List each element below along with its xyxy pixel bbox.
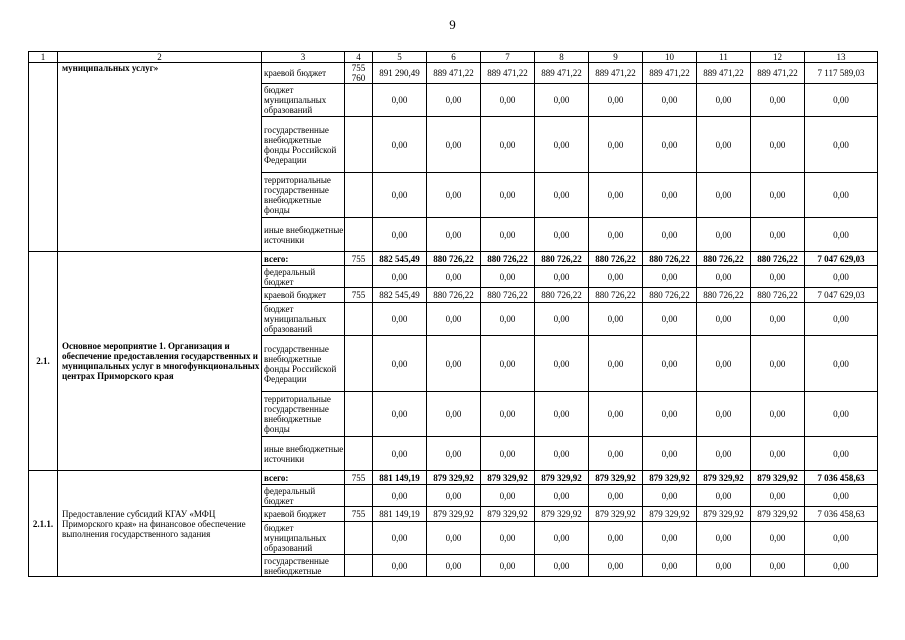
amount-cell: 889 471,22	[427, 63, 481, 84]
funding-source: государственные внебюджетные фонды Российской Федерации	[262, 117, 345, 173]
amount-cell: 0,00	[535, 336, 589, 392]
funding-source: иные внебюджетные источники	[262, 218, 345, 252]
amount-cell: 7 047 629,03	[805, 252, 878, 266]
row-index: 2.1.1.	[29, 471, 58, 577]
funding-source: краевой бюджет	[262, 63, 345, 84]
amount-cell: 0,00	[427, 485, 481, 507]
amount-cell: 0,00	[643, 392, 697, 437]
amount-cell: 0,00	[535, 485, 589, 507]
amount-cell: 0,00	[751, 392, 805, 437]
amount-cell: 879 329,92	[535, 471, 589, 485]
row-index	[29, 63, 58, 252]
amount-cell: 0,00	[373, 336, 427, 392]
amount-cell: 0,00	[697, 218, 751, 252]
amount-cell: 0,00	[481, 437, 535, 471]
amount-cell: 0,00	[481, 218, 535, 252]
amount-cell: 0,00	[535, 84, 589, 117]
amount-cell: 880 726,22	[751, 288, 805, 303]
amount-cell: 0,00	[751, 555, 805, 577]
amount-cell: 0,00	[589, 392, 643, 437]
amount-cell: 7 036 458,63	[805, 507, 878, 522]
column-number-header: 2	[58, 52, 262, 63]
amount-cell: 0,00	[805, 173, 878, 218]
amount-cell: 0,00	[535, 303, 589, 336]
funding-source: федеральный бюджет	[262, 485, 345, 507]
amount-cell: 0,00	[373, 84, 427, 117]
column-number-row	[29, 52, 878, 63]
amount-cell: 880 726,22	[751, 252, 805, 266]
amount-cell: 0,00	[697, 485, 751, 507]
budget-code	[345, 117, 373, 173]
budget-code: 755	[345, 507, 373, 522]
budget-code	[345, 392, 373, 437]
amount-cell: 0,00	[751, 522, 805, 555]
amount-cell: 881 149,19	[373, 471, 427, 485]
amount-cell: 0,00	[643, 218, 697, 252]
budget-code: 755	[345, 288, 373, 303]
amount-cell: 879 329,92	[589, 507, 643, 522]
amount-cell: 880 726,22	[535, 288, 589, 303]
amount-cell: 0,00	[373, 266, 427, 288]
column-number-header: 13	[805, 52, 878, 63]
amount-cell: 0,00	[481, 84, 535, 117]
amount-cell: 0,00	[643, 485, 697, 507]
amount-cell: 7 036 458,63	[805, 471, 878, 485]
amount-cell: 0,00	[535, 392, 589, 437]
amount-cell: 0,00	[805, 218, 878, 252]
amount-cell: 0,00	[805, 336, 878, 392]
table-row	[29, 252, 878, 266]
amount-cell: 0,00	[427, 84, 481, 117]
amount-cell: 0,00	[805, 555, 878, 577]
amount-cell: 0,00	[643, 84, 697, 117]
amount-cell: 0,00	[373, 117, 427, 173]
amount-cell: 0,00	[751, 485, 805, 507]
amount-cell: 0,00	[427, 117, 481, 173]
amount-cell: 879 329,92	[589, 471, 643, 485]
table-body	[29, 52, 878, 577]
amount-cell: 0,00	[751, 437, 805, 471]
amount-cell: 891 290,49	[373, 63, 427, 84]
amount-cell: 0,00	[751, 336, 805, 392]
amount-cell: 0,00	[805, 117, 878, 173]
funding-source: государственные внебюджетные	[262, 555, 345, 577]
column-number-header: 7	[481, 52, 535, 63]
amount-cell: 889 471,22	[535, 63, 589, 84]
amount-cell: 0,00	[481, 392, 535, 437]
column-number-header: 12	[751, 52, 805, 63]
funding-source: территориальные государственные внебюджетные фонды	[262, 392, 345, 437]
budget-code	[345, 522, 373, 555]
amount-cell: 0,00	[805, 522, 878, 555]
budget-table	[28, 51, 878, 577]
amount-cell: 0,00	[589, 336, 643, 392]
page-number: 9	[449, 17, 456, 32]
table-row	[29, 63, 878, 84]
amount-cell: 0,00	[589, 218, 643, 252]
amount-cell: 0,00	[697, 555, 751, 577]
amount-cell: 0,00	[697, 117, 751, 173]
amount-cell: 0,00	[535, 522, 589, 555]
amount-cell: 0,00	[373, 173, 427, 218]
amount-cell: 0,00	[751, 303, 805, 336]
amount-cell: 0,00	[805, 392, 878, 437]
amount-cell: 879 329,92	[751, 507, 805, 522]
amount-cell: 0,00	[805, 266, 878, 288]
amount-cell: 0,00	[427, 392, 481, 437]
budget-code: 755	[345, 252, 373, 266]
budget-code	[345, 485, 373, 507]
amount-cell: 0,00	[805, 485, 878, 507]
amount-cell: 0,00	[589, 522, 643, 555]
amount-cell: 879 329,92	[643, 507, 697, 522]
funding-source: федеральный бюджет	[262, 266, 345, 288]
amount-cell: 0,00	[535, 266, 589, 288]
budget-code	[345, 173, 373, 218]
amount-cell: 879 329,92	[751, 471, 805, 485]
amount-cell: 0,00	[427, 266, 481, 288]
amount-cell: 0,00	[643, 522, 697, 555]
column-number-header: 6	[427, 52, 481, 63]
amount-cell: 0,00	[697, 522, 751, 555]
column-number-header: 4	[345, 52, 373, 63]
amount-cell: 0,00	[373, 218, 427, 252]
amount-cell: 882 545,49	[373, 288, 427, 303]
amount-cell: 0,00	[589, 266, 643, 288]
amount-cell: 0,00	[697, 303, 751, 336]
amount-cell: 0,00	[373, 392, 427, 437]
measure-title: Предоставление субсидий КГАУ «МФЦ Приморского края» на финансовое обеспечение выполнения государственного задания	[58, 471, 262, 577]
amount-cell: 0,00	[481, 555, 535, 577]
measure-title: Основное мероприятие 1. Организация и обеспечение предоставления государственных и муниципальных услуг в многофункциональных центрах Приморского края	[58, 252, 262, 471]
budget-code	[345, 218, 373, 252]
measure-title: муниципальных услуг»	[58, 63, 262, 252]
amount-cell: 0,00	[535, 437, 589, 471]
amount-cell: 0,00	[427, 173, 481, 218]
amount-cell: 880 726,22	[697, 288, 751, 303]
amount-cell: 0,00	[373, 522, 427, 555]
budget-code	[345, 266, 373, 288]
budget-code	[345, 437, 373, 471]
amount-cell: 0,00	[643, 266, 697, 288]
amount-cell: 879 329,92	[427, 471, 481, 485]
amount-cell: 880 726,22	[589, 252, 643, 266]
amount-cell: 879 329,92	[643, 471, 697, 485]
amount-cell: 0,00	[643, 173, 697, 218]
amount-cell: 7 117 589,03	[805, 63, 878, 84]
amount-cell: 0,00	[751, 84, 805, 117]
amount-cell: 880 726,22	[427, 252, 481, 266]
budget-code	[345, 336, 373, 392]
amount-cell: 0,00	[481, 336, 535, 392]
amount-cell: 0,00	[805, 84, 878, 117]
amount-cell: 889 471,22	[643, 63, 697, 84]
amount-cell: 0,00	[481, 522, 535, 555]
amount-cell: 0,00	[481, 266, 535, 288]
amount-cell: 0,00	[373, 485, 427, 507]
amount-cell: 0,00	[373, 437, 427, 471]
amount-cell: 0,00	[427, 303, 481, 336]
column-number-header: 5	[373, 52, 427, 63]
amount-cell: 0,00	[697, 437, 751, 471]
amount-cell: 880 726,22	[427, 288, 481, 303]
amount-cell: 0,00	[697, 173, 751, 218]
amount-cell: 0,00	[481, 485, 535, 507]
amount-cell: 0,00	[535, 117, 589, 173]
funding-source: иные внебюджетные источники	[262, 437, 345, 471]
column-number-header: 9	[589, 52, 643, 63]
amount-cell: 880 726,22	[589, 288, 643, 303]
funding-source: краевой бюджет	[262, 288, 345, 303]
budget-code	[345, 84, 373, 117]
funding-source: бюджет муниципальных образований	[262, 522, 345, 555]
table-row	[29, 471, 878, 485]
amount-cell: 0,00	[481, 303, 535, 336]
amount-cell: 0,00	[589, 173, 643, 218]
amount-cell: 0,00	[751, 218, 805, 252]
funding-source: государственные внебюджетные фонды Российской Федерации	[262, 336, 345, 392]
funding-source: всего:	[262, 252, 345, 266]
amount-cell: 0,00	[805, 437, 878, 471]
funding-source: бюджет муниципальных образований	[262, 303, 345, 336]
column-number-header: 3	[262, 52, 345, 63]
amount-cell: 0,00	[751, 117, 805, 173]
amount-cell: 0,00	[643, 336, 697, 392]
amount-cell: 0,00	[589, 555, 643, 577]
amount-cell: 889 471,22	[481, 63, 535, 84]
amount-cell: 0,00	[805, 303, 878, 336]
amount-cell: 880 726,22	[643, 252, 697, 266]
amount-cell: 0,00	[643, 437, 697, 471]
amount-cell: 0,00	[481, 117, 535, 173]
amount-cell: 0,00	[535, 555, 589, 577]
column-number-header: 8	[535, 52, 589, 63]
amount-cell: 879 329,92	[481, 471, 535, 485]
amount-cell: 879 329,92	[481, 507, 535, 522]
amount-cell: 0,00	[535, 173, 589, 218]
amount-cell: 881 149,19	[373, 507, 427, 522]
budget-code: 755	[345, 471, 373, 485]
amount-cell: 0,00	[427, 218, 481, 252]
amount-cell: 0,00	[427, 522, 481, 555]
budget-code	[345, 555, 373, 577]
amount-cell: 889 471,22	[589, 63, 643, 84]
amount-cell: 0,00	[589, 303, 643, 336]
amount-cell: 0,00	[373, 303, 427, 336]
amount-cell: 0,00	[427, 437, 481, 471]
amount-cell: 0,00	[427, 336, 481, 392]
amount-cell: 889 471,22	[751, 63, 805, 84]
amount-cell: 0,00	[589, 485, 643, 507]
amount-cell: 0,00	[373, 555, 427, 577]
column-number-header: 10	[643, 52, 697, 63]
amount-cell: 0,00	[643, 555, 697, 577]
amount-cell: 880 726,22	[481, 288, 535, 303]
amount-cell: 0,00	[697, 336, 751, 392]
amount-cell: 880 726,22	[697, 252, 751, 266]
amount-cell: 880 726,22	[535, 252, 589, 266]
amount-cell: 880 726,22	[643, 288, 697, 303]
amount-cell: 0,00	[643, 117, 697, 173]
amount-cell: 0,00	[697, 266, 751, 288]
amount-cell: 0,00	[589, 84, 643, 117]
amount-cell: 7 047 629,03	[805, 288, 878, 303]
amount-cell: 880 726,22	[481, 252, 535, 266]
amount-cell: 0,00	[535, 218, 589, 252]
column-number-header: 11	[697, 52, 751, 63]
funding-source: всего:	[262, 471, 345, 485]
amount-cell: 0,00	[751, 266, 805, 288]
amount-cell: 879 329,92	[427, 507, 481, 522]
row-index: 2.1.	[29, 252, 58, 471]
funding-source: территориальные государственные внебюджетные фонды	[262, 173, 345, 218]
funding-source: бюджет муниципальных образований	[262, 84, 345, 117]
amount-cell: 882 545,49	[373, 252, 427, 266]
amount-cell: 879 329,92	[697, 507, 751, 522]
amount-cell: 879 329,92	[535, 507, 589, 522]
amount-cell: 0,00	[643, 303, 697, 336]
column-number-header: 1	[29, 52, 58, 63]
amount-cell: 0,00	[589, 437, 643, 471]
amount-cell: 0,00	[427, 555, 481, 577]
amount-cell: 0,00	[751, 173, 805, 218]
amount-cell: 879 329,92	[697, 471, 751, 485]
amount-cell: 0,00	[589, 117, 643, 173]
budget-code	[345, 303, 373, 336]
amount-cell: 0,00	[697, 392, 751, 437]
amount-cell: 0,00	[697, 84, 751, 117]
amount-cell: 889 471,22	[697, 63, 751, 84]
amount-cell: 0,00	[481, 173, 535, 218]
funding-source: краевой бюджет	[262, 507, 345, 522]
budget-code: 755 760	[345, 63, 373, 84]
